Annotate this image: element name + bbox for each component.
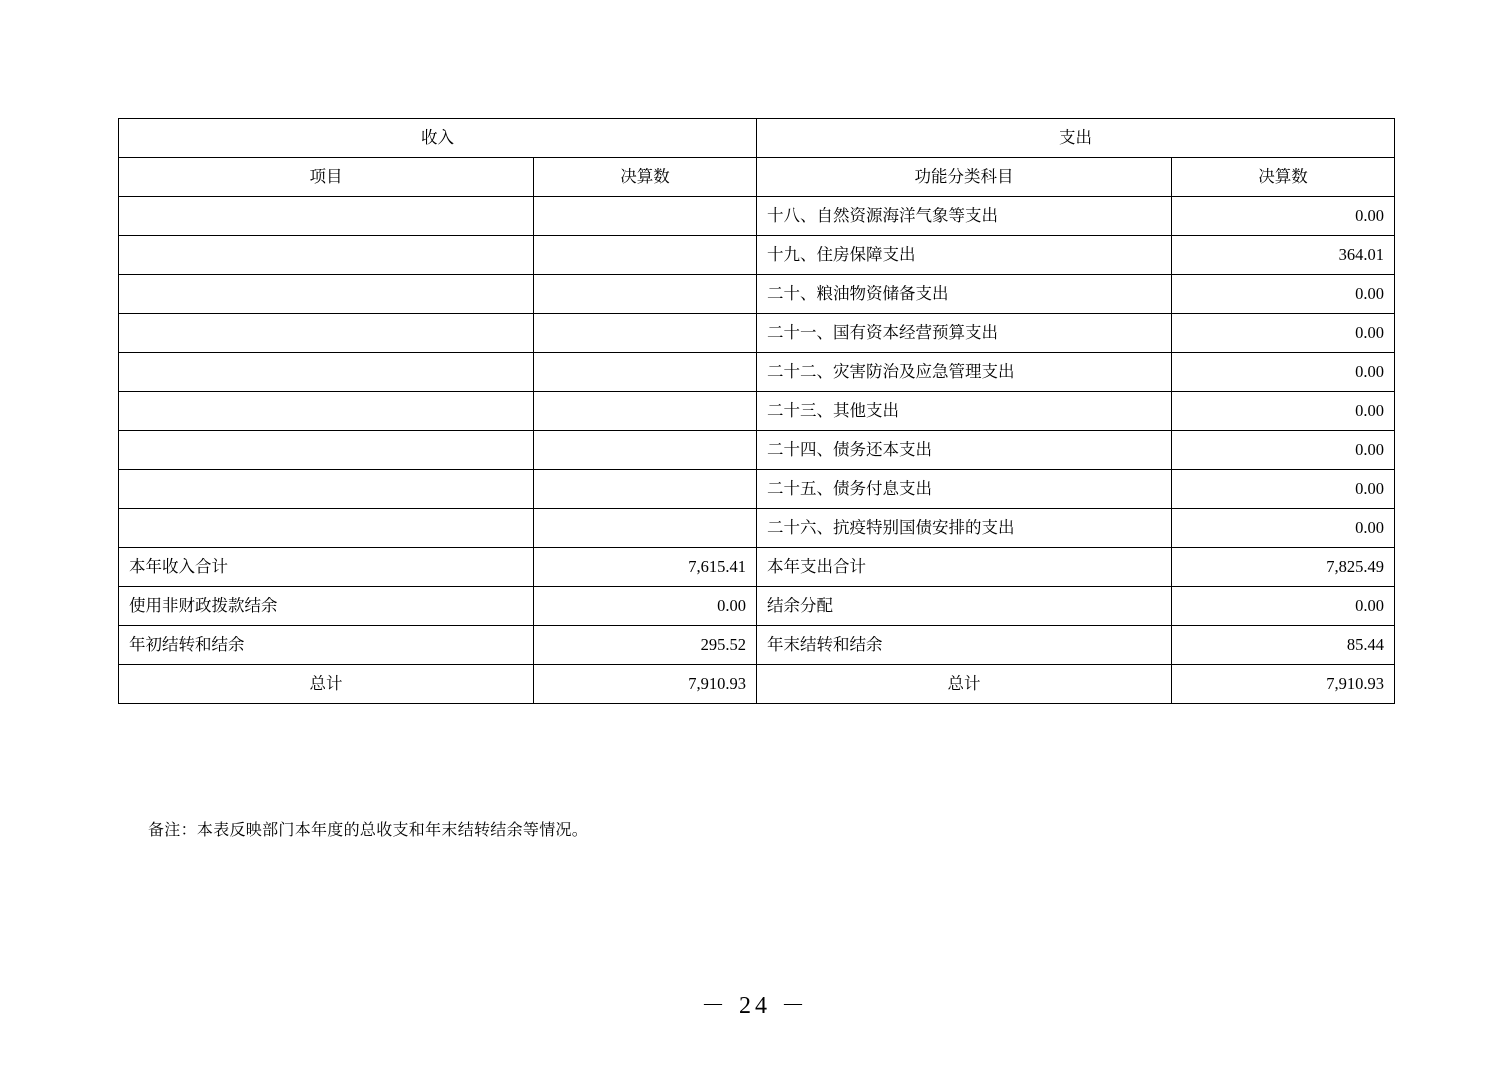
cell-income-amount: 7,615.41 xyxy=(534,548,757,587)
cell-expenditure-item: 二十二、灾害防治及应急管理支出 xyxy=(757,353,1172,392)
cell-expenditure-amount: 0.00 xyxy=(1172,197,1395,236)
cell-expenditure-item: 年末结转和结余 xyxy=(757,626,1172,665)
table-row xyxy=(119,587,1395,626)
cell-total-income-amount: 7,910.93 xyxy=(534,665,757,704)
cell-income-item xyxy=(119,236,534,275)
cell-income-amount xyxy=(534,392,757,431)
cell-income-amount xyxy=(534,431,757,470)
cell-expenditure-amount: 0.00 xyxy=(1172,275,1395,314)
table-row xyxy=(119,236,1395,275)
cell-expenditure-amount: 0.00 xyxy=(1172,314,1395,353)
cell-income-amount xyxy=(534,509,757,548)
group-header-income: 收入 xyxy=(119,119,757,158)
table-group-header-row xyxy=(119,119,1395,158)
group-header-expenditure: 支出 xyxy=(757,119,1395,158)
cell-expenditure-item: 结余分配 xyxy=(757,587,1172,626)
cell-income-item xyxy=(119,392,534,431)
cell-income-amount xyxy=(534,314,757,353)
cell-income-item xyxy=(119,431,534,470)
cell-income-amount xyxy=(534,197,757,236)
cell-expenditure-amount: 0.00 xyxy=(1172,587,1395,626)
table-row xyxy=(119,509,1395,548)
column-header-expenditure-item: 功能分类科目 xyxy=(757,158,1172,197)
cell-expenditure-amount: 0.00 xyxy=(1172,353,1395,392)
cell-income-item: 年初结转和结余 xyxy=(119,626,534,665)
cell-income-item xyxy=(119,275,534,314)
cell-income-item xyxy=(119,353,534,392)
cell-income-amount: 295.52 xyxy=(534,626,757,665)
cell-expenditure-item: 二十六、抗疫特别国债安排的支出 xyxy=(757,509,1172,548)
cell-expenditure-item: 二十一、国有资本经营预算支出 xyxy=(757,314,1172,353)
cell-expenditure-item: 本年支出合计 xyxy=(757,548,1172,587)
cell-income-amount xyxy=(534,275,757,314)
table-row xyxy=(119,470,1395,509)
table-row xyxy=(119,626,1395,665)
cell-income-amount xyxy=(534,353,757,392)
table-note: 备注：本表反映部门本年度的总收支和年末结转结余等情况。 xyxy=(148,822,589,839)
cell-expenditure-item: 二十、粮油物资储备支出 xyxy=(757,275,1172,314)
cell-total-income-label: 总计 xyxy=(119,665,534,704)
table-total-row xyxy=(119,665,1395,704)
table-row xyxy=(119,392,1395,431)
cell-expenditure-item: 十九、住房保障支出 xyxy=(757,236,1172,275)
financial-summary-table xyxy=(118,118,1395,704)
table-row xyxy=(119,275,1395,314)
cell-expenditure-amount: 0.00 xyxy=(1172,470,1395,509)
table-row xyxy=(119,548,1395,587)
financial-summary-table-container xyxy=(118,118,1394,704)
cell-expenditure-item: 十八、自然资源海洋气象等支出 xyxy=(757,197,1172,236)
cell-income-item xyxy=(119,197,534,236)
table-row xyxy=(119,431,1395,470)
cell-income-amount: 0.00 xyxy=(534,587,757,626)
cell-income-amount xyxy=(534,236,757,275)
cell-income-amount xyxy=(534,470,757,509)
table-row xyxy=(119,197,1395,236)
column-header-income-amount: 决算数 xyxy=(534,158,757,197)
cell-expenditure-amount: 0.00 xyxy=(1172,509,1395,548)
page-number: － 24 － xyxy=(701,993,809,1019)
cell-expenditure-amount: 85.44 xyxy=(1172,626,1395,665)
cell-expenditure-amount: 7,825.49 xyxy=(1172,548,1395,587)
column-header-expenditure-amount: 决算数 xyxy=(1172,158,1395,197)
table-row xyxy=(119,353,1395,392)
column-header-income-item: 项目 xyxy=(119,158,534,197)
cell-expenditure-item: 二十五、债务付息支出 xyxy=(757,470,1172,509)
table-row xyxy=(119,314,1395,353)
cell-income-item xyxy=(119,509,534,548)
cell-total-expenditure-label: 总计 xyxy=(757,665,1172,704)
cell-total-expenditure-amount: 7,910.93 xyxy=(1172,665,1395,704)
cell-expenditure-amount: 0.00 xyxy=(1172,431,1395,470)
cell-expenditure-amount: 364.01 xyxy=(1172,236,1395,275)
cell-expenditure-item: 二十四、债务还本支出 xyxy=(757,431,1172,470)
cell-income-item: 使用非财政拨款结余 xyxy=(119,587,534,626)
cell-income-item xyxy=(119,470,534,509)
table-column-header-row xyxy=(119,158,1395,197)
cell-expenditure-amount: 0.00 xyxy=(1172,392,1395,431)
cell-income-item: 本年收入合计 xyxy=(119,548,534,587)
cell-income-item xyxy=(119,314,534,353)
cell-expenditure-item: 二十三、其他支出 xyxy=(757,392,1172,431)
